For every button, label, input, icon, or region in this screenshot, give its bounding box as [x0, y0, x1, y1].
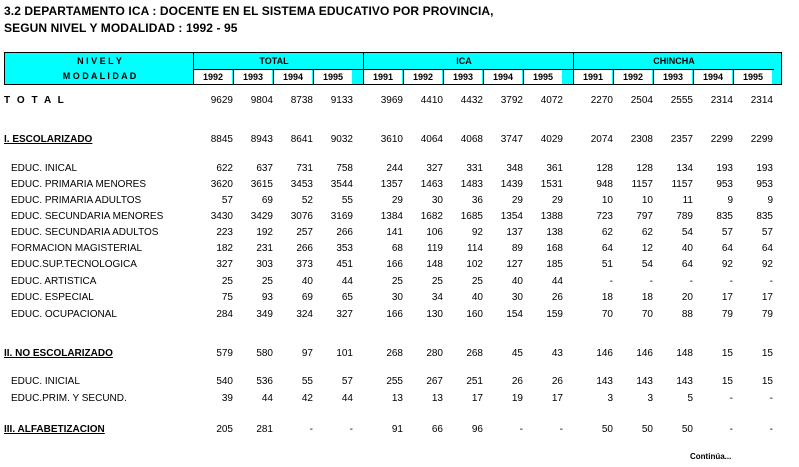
cell-value: 193 [756, 163, 773, 174]
cell-value: 44 [341, 393, 353, 404]
cell-value: 25 [261, 276, 273, 287]
cell-value: 758 [336, 163, 353, 174]
cell-value: 10 [601, 195, 613, 206]
cell-value: 25 [391, 276, 403, 287]
cell-value: 9 [727, 195, 733, 206]
cell-value: 30 [391, 292, 403, 303]
cell-value: - [729, 424, 733, 435]
cell-value: 1682 [420, 211, 443, 222]
year-header: 1994 [694, 70, 732, 84]
group-header-chincha: CHINCHA [653, 56, 695, 66]
cell-value: - [559, 424, 563, 435]
cell-value: 127 [506, 259, 523, 270]
table-row [0, 422, 799, 438]
cell-value: 15 [721, 376, 733, 387]
cell-value: 119 [427, 243, 443, 254]
cell-value: 3 [607, 393, 613, 404]
cell-value: 42 [301, 393, 313, 404]
cell-value: 54 [681, 227, 693, 238]
cell-value: 327 [216, 259, 233, 270]
cell-value: 953 [756, 179, 773, 190]
cell-value: 25 [221, 276, 233, 287]
cell-value: 51 [601, 259, 613, 270]
cell-value: 4432 [460, 95, 483, 106]
row-label: EDUC. INICAL [11, 163, 78, 174]
cell-value: 1157 [631, 179, 653, 190]
cell-value: - [309, 424, 313, 435]
cell-value: 92 [471, 227, 483, 238]
row-label: EDUC. SECUNDARIA ADULTOS [11, 227, 159, 238]
cell-value: 4072 [540, 95, 563, 106]
cell-value: 3610 [380, 134, 403, 145]
cell-value: 536 [256, 376, 273, 387]
cell-value: 17 [471, 393, 483, 404]
cell-value: 57 [721, 227, 733, 238]
cell-value: 130 [426, 309, 443, 320]
row-label: EDUC. INICIAL [11, 376, 80, 387]
cell-value: 723 [596, 211, 613, 222]
cell-value: 2314 [750, 95, 773, 106]
cell-value: 75 [221, 292, 233, 303]
cell-value: 29 [391, 195, 403, 206]
cell-value: 835 [756, 211, 773, 222]
cell-value: 373 [296, 259, 313, 270]
cell-value: 5 [687, 393, 693, 404]
year-header: 1992 [614, 70, 652, 84]
cell-value: 9804 [250, 95, 273, 106]
cell-value: 143 [596, 376, 613, 387]
cell-value: 231 [256, 243, 273, 254]
cell-value: 138 [546, 227, 563, 238]
cell-value: 9629 [210, 95, 233, 106]
row-label: EDUC.SUP.TECNOLOGICA [11, 259, 137, 270]
cell-value: 349 [256, 309, 273, 320]
cell-value: 102 [466, 259, 483, 270]
cell-value: 148 [426, 259, 443, 270]
cell-value: 68 [391, 243, 403, 254]
cell-value: 17 [551, 393, 563, 404]
cell-value: 2555 [670, 95, 693, 106]
cell-value: 137 [506, 227, 523, 238]
cell-value: 266 [336, 227, 353, 238]
cell-value: 15 [761, 376, 773, 387]
continues-note: Continúa... [690, 452, 732, 461]
cell-value: 55 [301, 376, 313, 387]
cell-value: 4064 [420, 134, 443, 145]
cell-value: - [689, 276, 693, 287]
cell-value: 2074 [590, 134, 613, 145]
cell-value: 92 [761, 259, 773, 270]
cell-value: 64 [601, 243, 613, 254]
cell-value: 69 [301, 292, 313, 303]
cell-value: 128 [636, 163, 653, 174]
cell-value: 324 [296, 309, 313, 320]
cell-value: - [769, 424, 773, 435]
table-title-line2: SEGUN NIVEL Y MODALIDAD : 1992 - 95 [4, 21, 238, 35]
cell-value: 268 [386, 348, 403, 359]
cell-value: 50 [681, 424, 693, 435]
cell-value: 36 [471, 195, 483, 206]
table-row [0, 193, 799, 209]
cell-value: 13 [431, 393, 443, 404]
row-label: I. ESCOLARIZADO [4, 134, 93, 145]
cell-value: 2314 [710, 95, 733, 106]
table-row [0, 161, 799, 177]
cell-value: 57 [341, 376, 353, 387]
cell-value: - [609, 276, 613, 287]
cell-value: 580 [256, 348, 273, 359]
year-header: 1992 [404, 70, 442, 84]
year-header: 1994 [484, 70, 522, 84]
cell-value: 52 [301, 195, 313, 206]
cell-value: 40 [301, 276, 313, 287]
cell-value: 57 [761, 227, 773, 238]
table-row [0, 374, 799, 390]
cell-value: 146 [596, 348, 613, 359]
cell-value: 70 [601, 309, 613, 320]
cell-value: 731 [296, 163, 313, 174]
cell-value: 54 [641, 259, 653, 270]
table-row [0, 307, 799, 323]
cell-value: 114 [467, 243, 483, 254]
row-label: EDUC. ESPECIAL [11, 292, 94, 303]
cell-value: - [649, 276, 653, 287]
year-header: 1993 [234, 70, 272, 84]
cell-value: 8641 [290, 134, 313, 145]
year-header: 1993 [444, 70, 482, 84]
table-row [0, 225, 799, 241]
table-row [0, 241, 799, 257]
row-label: T O T A L [4, 95, 66, 106]
table-row [0, 290, 799, 306]
cell-value: - [349, 424, 353, 435]
cell-value: - [729, 276, 733, 287]
cell-value: 948 [596, 179, 613, 190]
cell-value: 797 [636, 211, 653, 222]
cell-value: 45 [511, 348, 523, 359]
cell-value: 141 [386, 227, 403, 238]
cell-value: 251 [466, 376, 483, 387]
cell-value: 91 [391, 424, 403, 435]
group-header-total: TOTAL [259, 56, 289, 66]
table-row [0, 93, 799, 109]
cell-value: 255 [386, 376, 403, 387]
row-label: II. NO ESCOLARIZADO [4, 348, 113, 359]
cell-value: 3620 [210, 179, 233, 190]
cell-value: 223 [216, 227, 233, 238]
cell-value: 1354 [500, 211, 523, 222]
year-header: 1995 [524, 70, 562, 84]
cell-value: 11 [682, 195, 693, 206]
cell-value: 3453 [290, 179, 313, 190]
cell-value: 3969 [380, 95, 403, 106]
cell-value: 4410 [420, 95, 443, 106]
cell-value: 9133 [330, 95, 353, 106]
cell-value: 134 [676, 163, 693, 174]
cell-value: 205 [216, 424, 233, 435]
year-header: 1991 [574, 70, 612, 84]
cell-value: 185 [546, 259, 563, 270]
table-row [0, 209, 799, 225]
cell-value: 20 [681, 292, 693, 303]
cell-value: 154 [506, 309, 523, 320]
cell-value: 353 [336, 243, 353, 254]
cell-value: 70 [641, 309, 653, 320]
cell-value: 146 [636, 348, 653, 359]
cell-value: 79 [721, 309, 733, 320]
year-header: 1995 [734, 70, 772, 84]
cell-value: 257 [296, 227, 313, 238]
cell-value: 19 [511, 393, 523, 404]
cell-value: 3792 [500, 95, 523, 106]
cell-value: 3615 [250, 179, 273, 190]
cell-value: 30 [431, 195, 443, 206]
cell-value: 66 [431, 424, 443, 435]
row-label: EDUC.PRIM. Y SECUND. [11, 393, 127, 404]
cell-value: 160 [466, 309, 483, 320]
cell-value: 64 [681, 259, 693, 270]
table-row [0, 346, 799, 362]
cell-value: 43 [551, 348, 563, 359]
cell-value: 25 [431, 276, 443, 287]
cell-value: 26 [511, 376, 523, 387]
cell-value: 13 [391, 393, 403, 404]
cell-value: 50 [601, 424, 613, 435]
cell-value: 540 [216, 376, 233, 387]
cell-value: 451 [336, 259, 353, 270]
table-row [0, 177, 799, 193]
cell-value: 159 [546, 309, 563, 320]
cell-value: 55 [341, 195, 353, 206]
cell-value: 244 [386, 163, 403, 174]
cell-value: 40 [681, 243, 693, 254]
cell-value: 1157 [671, 179, 693, 190]
cell-value: 267 [426, 376, 443, 387]
cell-value: 25 [471, 276, 483, 287]
cell-value: 327 [336, 309, 353, 320]
cell-value: 93 [261, 292, 273, 303]
cell-value: 2504 [630, 95, 653, 106]
year-header: 1994 [274, 70, 312, 84]
cell-value: 101 [336, 348, 353, 359]
row-label: EDUC. ARTISTICA [11, 276, 97, 287]
cell-value: 79 [761, 309, 773, 320]
stub-header-line2: M O D A L I D A D [62, 71, 137, 81]
cell-value: 268 [466, 348, 483, 359]
cell-value: 303 [256, 259, 273, 270]
cell-value: 182 [216, 243, 233, 254]
year-header: 1993 [654, 70, 692, 84]
cell-value: 193 [716, 163, 733, 174]
row-label: III. ALFABETIZACION [4, 424, 105, 435]
cell-value: 348 [506, 163, 523, 174]
table-row [0, 132, 799, 148]
cell-value: 17 [721, 292, 733, 303]
cell-value: 26 [551, 292, 563, 303]
row-label: FORMACION MAGISTERIAL [11, 243, 143, 254]
group-header-ica: ICA [456, 56, 472, 66]
cell-value: 26 [551, 376, 563, 387]
cell-value: 8943 [250, 134, 273, 145]
cell-value: 40 [511, 276, 523, 287]
cell-value: 34 [431, 292, 443, 303]
cell-value: 44 [261, 393, 273, 404]
cell-value: 4029 [540, 134, 563, 145]
cell-value: 1384 [380, 211, 403, 222]
cell-value: 361 [546, 163, 563, 174]
cell-value: 9 [767, 195, 773, 206]
cell-value: 128 [596, 163, 613, 174]
cell-value: - [519, 424, 523, 435]
row-label: EDUC. PRIMARIA MENORES [11, 179, 147, 190]
cell-value: 64 [721, 243, 733, 254]
cell-value: 1685 [460, 211, 483, 222]
cell-value: 65 [341, 292, 353, 303]
cell-value: 18 [601, 292, 613, 303]
row-label: EDUC. SECUNDARIA MENORES [11, 211, 164, 222]
cell-value: 143 [676, 376, 693, 387]
cell-value: 17 [761, 292, 773, 303]
cell-value: 1439 [500, 179, 523, 190]
cell-value: 168 [546, 243, 563, 254]
cell-value: 331 [466, 163, 483, 174]
cell-value: 97 [301, 348, 313, 359]
cell-value: - [729, 393, 733, 404]
cell-value: 789 [676, 211, 693, 222]
table-row [0, 274, 799, 290]
cell-value: - [769, 393, 773, 404]
cell-value: 64 [761, 243, 773, 254]
cell-value: 57 [221, 195, 233, 206]
cell-value: 40 [471, 292, 483, 303]
cell-value: 192 [256, 227, 273, 238]
cell-value: 1357 [380, 179, 403, 190]
table-title-line1: 3.2 DEPARTAMENTO ICA : DOCENTE EN EL SISTEMA EDUCATIVO POR PROVINCIA, [4, 4, 494, 18]
cell-value: 622 [216, 163, 233, 174]
cell-value: 3429 [250, 211, 273, 222]
cell-value: 62 [601, 227, 613, 238]
cell-value: 3 [647, 393, 653, 404]
cell-value: 1531 [540, 179, 563, 190]
cell-value: 44 [341, 276, 353, 287]
cell-value: 8845 [210, 134, 233, 145]
cell-value: 143 [636, 376, 653, 387]
cell-value: 2270 [590, 95, 613, 106]
cell-value: 29 [551, 195, 563, 206]
cell-value: 3747 [500, 134, 523, 145]
cell-value: 39 [221, 393, 233, 404]
row-label: EDUC. OCUPACIONAL [11, 309, 117, 320]
cell-value: 579 [216, 348, 233, 359]
cell-value: 2308 [630, 134, 653, 145]
cell-value: 44 [551, 276, 563, 287]
stub-header-line1: N I V E L Y [77, 56, 122, 66]
cell-value: 50 [641, 424, 653, 435]
cell-value: 106 [426, 227, 443, 238]
cell-value: 3544 [330, 179, 353, 190]
year-header: 1992 [194, 70, 232, 84]
cell-value: 284 [216, 309, 233, 320]
cell-value: 280 [426, 348, 443, 359]
year-header: 1995 [314, 70, 352, 84]
cell-value: 266 [296, 243, 313, 254]
cell-value: 3169 [330, 211, 353, 222]
cell-value: 2299 [710, 134, 733, 145]
cell-value: 9032 [330, 134, 353, 145]
cell-value: 4068 [460, 134, 483, 145]
cell-value: 69 [261, 195, 273, 206]
cell-value: 92 [721, 259, 733, 270]
table-row [0, 257, 799, 273]
cell-value: 166 [386, 309, 403, 320]
cell-value: 327 [426, 163, 443, 174]
cell-value: 637 [256, 163, 273, 174]
cell-value: 62 [641, 227, 653, 238]
cell-value: 835 [716, 211, 733, 222]
cell-value: 148 [676, 348, 693, 359]
table-row [0, 391, 799, 407]
cell-value: 1463 [420, 179, 443, 190]
cell-value: 15 [721, 348, 733, 359]
cell-value: 89 [511, 243, 523, 254]
cell-value: - [769, 276, 773, 287]
cell-value: 3076 [290, 211, 313, 222]
cell-value: 10 [641, 195, 653, 206]
cell-value: 8738 [290, 95, 313, 106]
cell-value: 3430 [210, 211, 233, 222]
cell-value: 18 [641, 292, 653, 303]
cell-value: 166 [386, 259, 403, 270]
cell-value: 12 [641, 243, 653, 254]
cell-value: 953 [716, 179, 733, 190]
cell-value: 88 [681, 309, 693, 320]
cell-value: 29 [511, 195, 523, 206]
cell-value: 281 [256, 424, 273, 435]
cell-value: 2299 [750, 134, 773, 145]
cell-value: 1388 [540, 211, 563, 222]
cell-value: 15 [761, 348, 773, 359]
cell-value: 30 [511, 292, 523, 303]
cell-value: 96 [471, 424, 483, 435]
cell-value: 2357 [670, 134, 693, 145]
year-header: 1991 [364, 70, 402, 84]
row-label: EDUC. PRIMARIA ADULTOS [11, 195, 142, 206]
cell-value: 1483 [460, 179, 483, 190]
